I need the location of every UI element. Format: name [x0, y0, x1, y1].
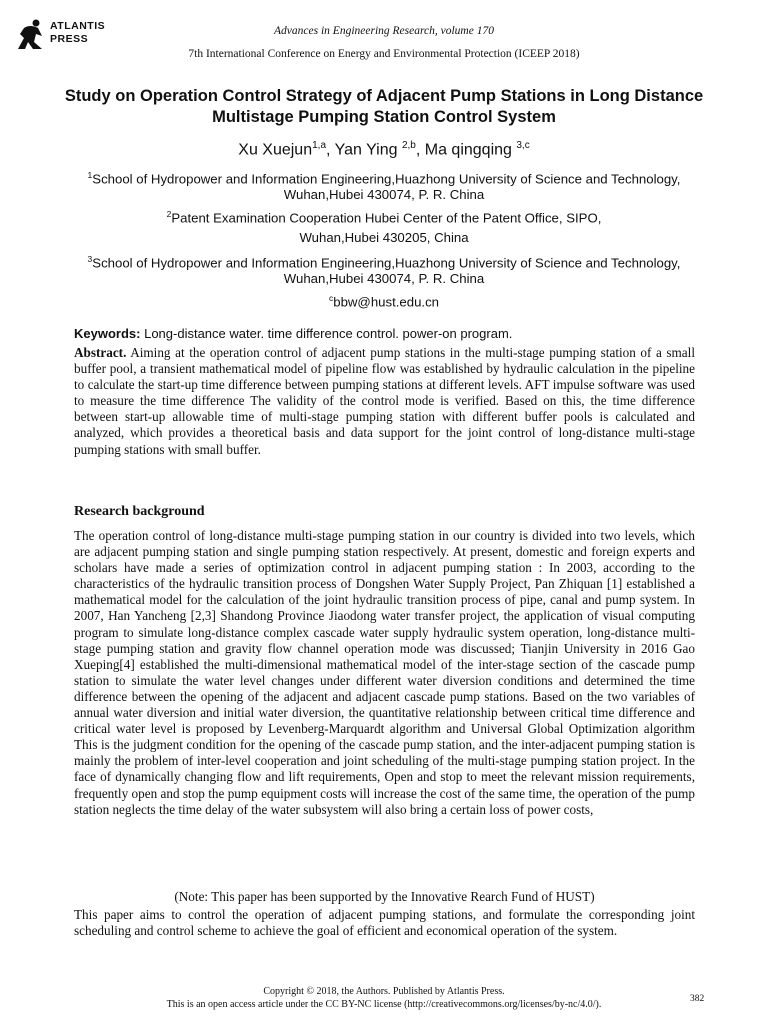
- publisher-logo: [16, 18, 116, 52]
- affiliation-text: Patent Examination Cooperation Hubei Center of the Patent Office, SIPO,: [171, 210, 602, 226]
- logo-line-1: ATLANTIS: [50, 20, 106, 32]
- funding-note: (Note: This paper has been supported by the Innovative Rearch Fund of HUST): [174, 889, 595, 904]
- journal-title: Advances in Engineering Research, volume 170: [274, 25, 494, 37]
- logo-line-2: PRESS: [50, 33, 89, 45]
- footer: [120, 985, 648, 1011]
- author-sup: 3,c: [516, 140, 530, 151]
- affiliation-text: School of Hydropower and Information Engineering,Huazhong University of Science and Technology, Wuhan,Hubei 430074, P. R. China: [92, 171, 681, 203]
- keywords-label: Keywords:: [74, 326, 141, 341]
- conference-name: 7th International Conference on Energy and Environmental Protection (ICEEP 2018): [188, 48, 580, 60]
- abstract-label: Abstract.: [74, 345, 127, 360]
- copyright-line: Copyright © 2018, the Authors. Published by Atlantis Press.: [263, 986, 505, 997]
- abstract: [74, 345, 695, 458]
- author-separator: ,: [415, 141, 425, 159]
- affiliation-1: [60, 167, 708, 203]
- section-heading: Research background: [74, 504, 205, 519]
- affiliation-sup: 1: [87, 170, 93, 180]
- abstract-text: Aiming at the operation control of adjacent pump stations in the multi-stage pumping station of a small buffer pool, a transient mathematical model of pipeline flow was established by hydraulic calculation in the pipeline to calculate the start-up time difference between pumping stations at different levels. AFT impulse software was used to measure the time difference The validity of the control mode is verified. Based on this, the time difference between start-up allowable time of multi-stage pumping station with different buffer pools is calculated and analyzed, which provides a theoretical basis and data support for the joint control of long-distance multi-stage pumping stations with small buffer.: [74, 345, 695, 457]
- author-list: [40, 140, 728, 159]
- page-number: 382: [690, 994, 705, 1004]
- contact-email: [60, 290, 708, 310]
- affiliation-2: [60, 206, 708, 226]
- author-separator: ,: [326, 141, 335, 159]
- email-sup: c: [328, 293, 334, 303]
- affiliation-3: [60, 251, 708, 287]
- atlantis-figure-icon: [16, 18, 46, 50]
- author-name: Xu Xuejun: [238, 141, 313, 159]
- affiliation-2-line-2: Wuhan,Hubei 430205, China: [299, 230, 469, 245]
- body-paragraph-1: The operation control of long-distance multi-stage pumping station in our country is divided into two levels, which are adjacent pumping station and single pumping station respectively. At present, domestic and foreign experts and scholars have made a series of optimization control in adjacent pumping station : In 2003, according to the characteristics of the hydraulic transition process of Dongshen Water Supply Project, Pan Zhiquan [1] established a mathematical model for the calculation of the joint hydraulic transition process of pipe, canal and pump system. In 2007, Han Yancheng [2,3] Shandong Province Jiaodong water transfer project, the application of visual computing program to simulate long-distance complex cascade water supply hydraulic system operation, long-distance multi-stage pumping station and gravity flow channel operation mode was discussed; Tianjin University in 2016 Gao Xueping[4] established the multi-dimensional mathematical model of the inter-stage section of the cascade pump station to simulate the water level changes under different water diversion conditions and determined the time difference between the opening of the adjacent and adjacent cascade pump stations. Based on the two variables of annual water diversion and initial water diversion, the quantitative relationship between critical time difference and critical water level is proposed by Levenberg-Marquardt algorithm and Universal Global Optimization algorithm This is the judgment condition for the opening of the cascade pump station, and the inter-adjacent pumping station is mainly the problem of inter-level cooperation and joint scheduling of the multi-stage pumping station project. In the face of dynamically changing flow and lift requirements, Open and stop to meet the relevant mission requirements, frequently open and stop the pump equipment costs will increase the cost of the same time, the operation of the pump station neglects the time delay of the water subsystem will also bring a certain loss of power costs,: [74, 528, 695, 817]
- author-name: Ma qingqing: [424, 141, 512, 159]
- body-paragraph-2: This paper aims to control the operation of adjacent pumping stations, and formulate the corresponding joint scheduling and control scheme to achieve the goal of efficient and economical operation of the system.: [74, 907, 695, 939]
- paper-title: Study on Operation Control Strategy of Adjacent Pump Stations in Long Distance Multistage Pumping Station Control System: [64, 87, 704, 126]
- affiliation-sup: 3: [87, 254, 93, 264]
- affiliation-sup: 2: [166, 209, 172, 219]
- affiliation-text: School of Hydropower and Information Engineering,Huazhong University of Science and Technology, Wuhan,Hubei 430074, P. R. China: [92, 255, 681, 287]
- keywords: [74, 326, 698, 341]
- keywords-text: Long-distance water. time difference control. power-on program.: [144, 326, 513, 341]
- author-name: Yan Ying: [334, 141, 398, 159]
- license-line: This is an open access article under the CC BY-NC license (http://creativecommons.org/licenses/by-nc/4.0/).: [166, 999, 602, 1010]
- email-text: bbw@hust.edu.cn: [333, 294, 439, 310]
- author-sup: 2,b: [401, 140, 416, 151]
- author-sup: 1,a: [312, 140, 327, 151]
